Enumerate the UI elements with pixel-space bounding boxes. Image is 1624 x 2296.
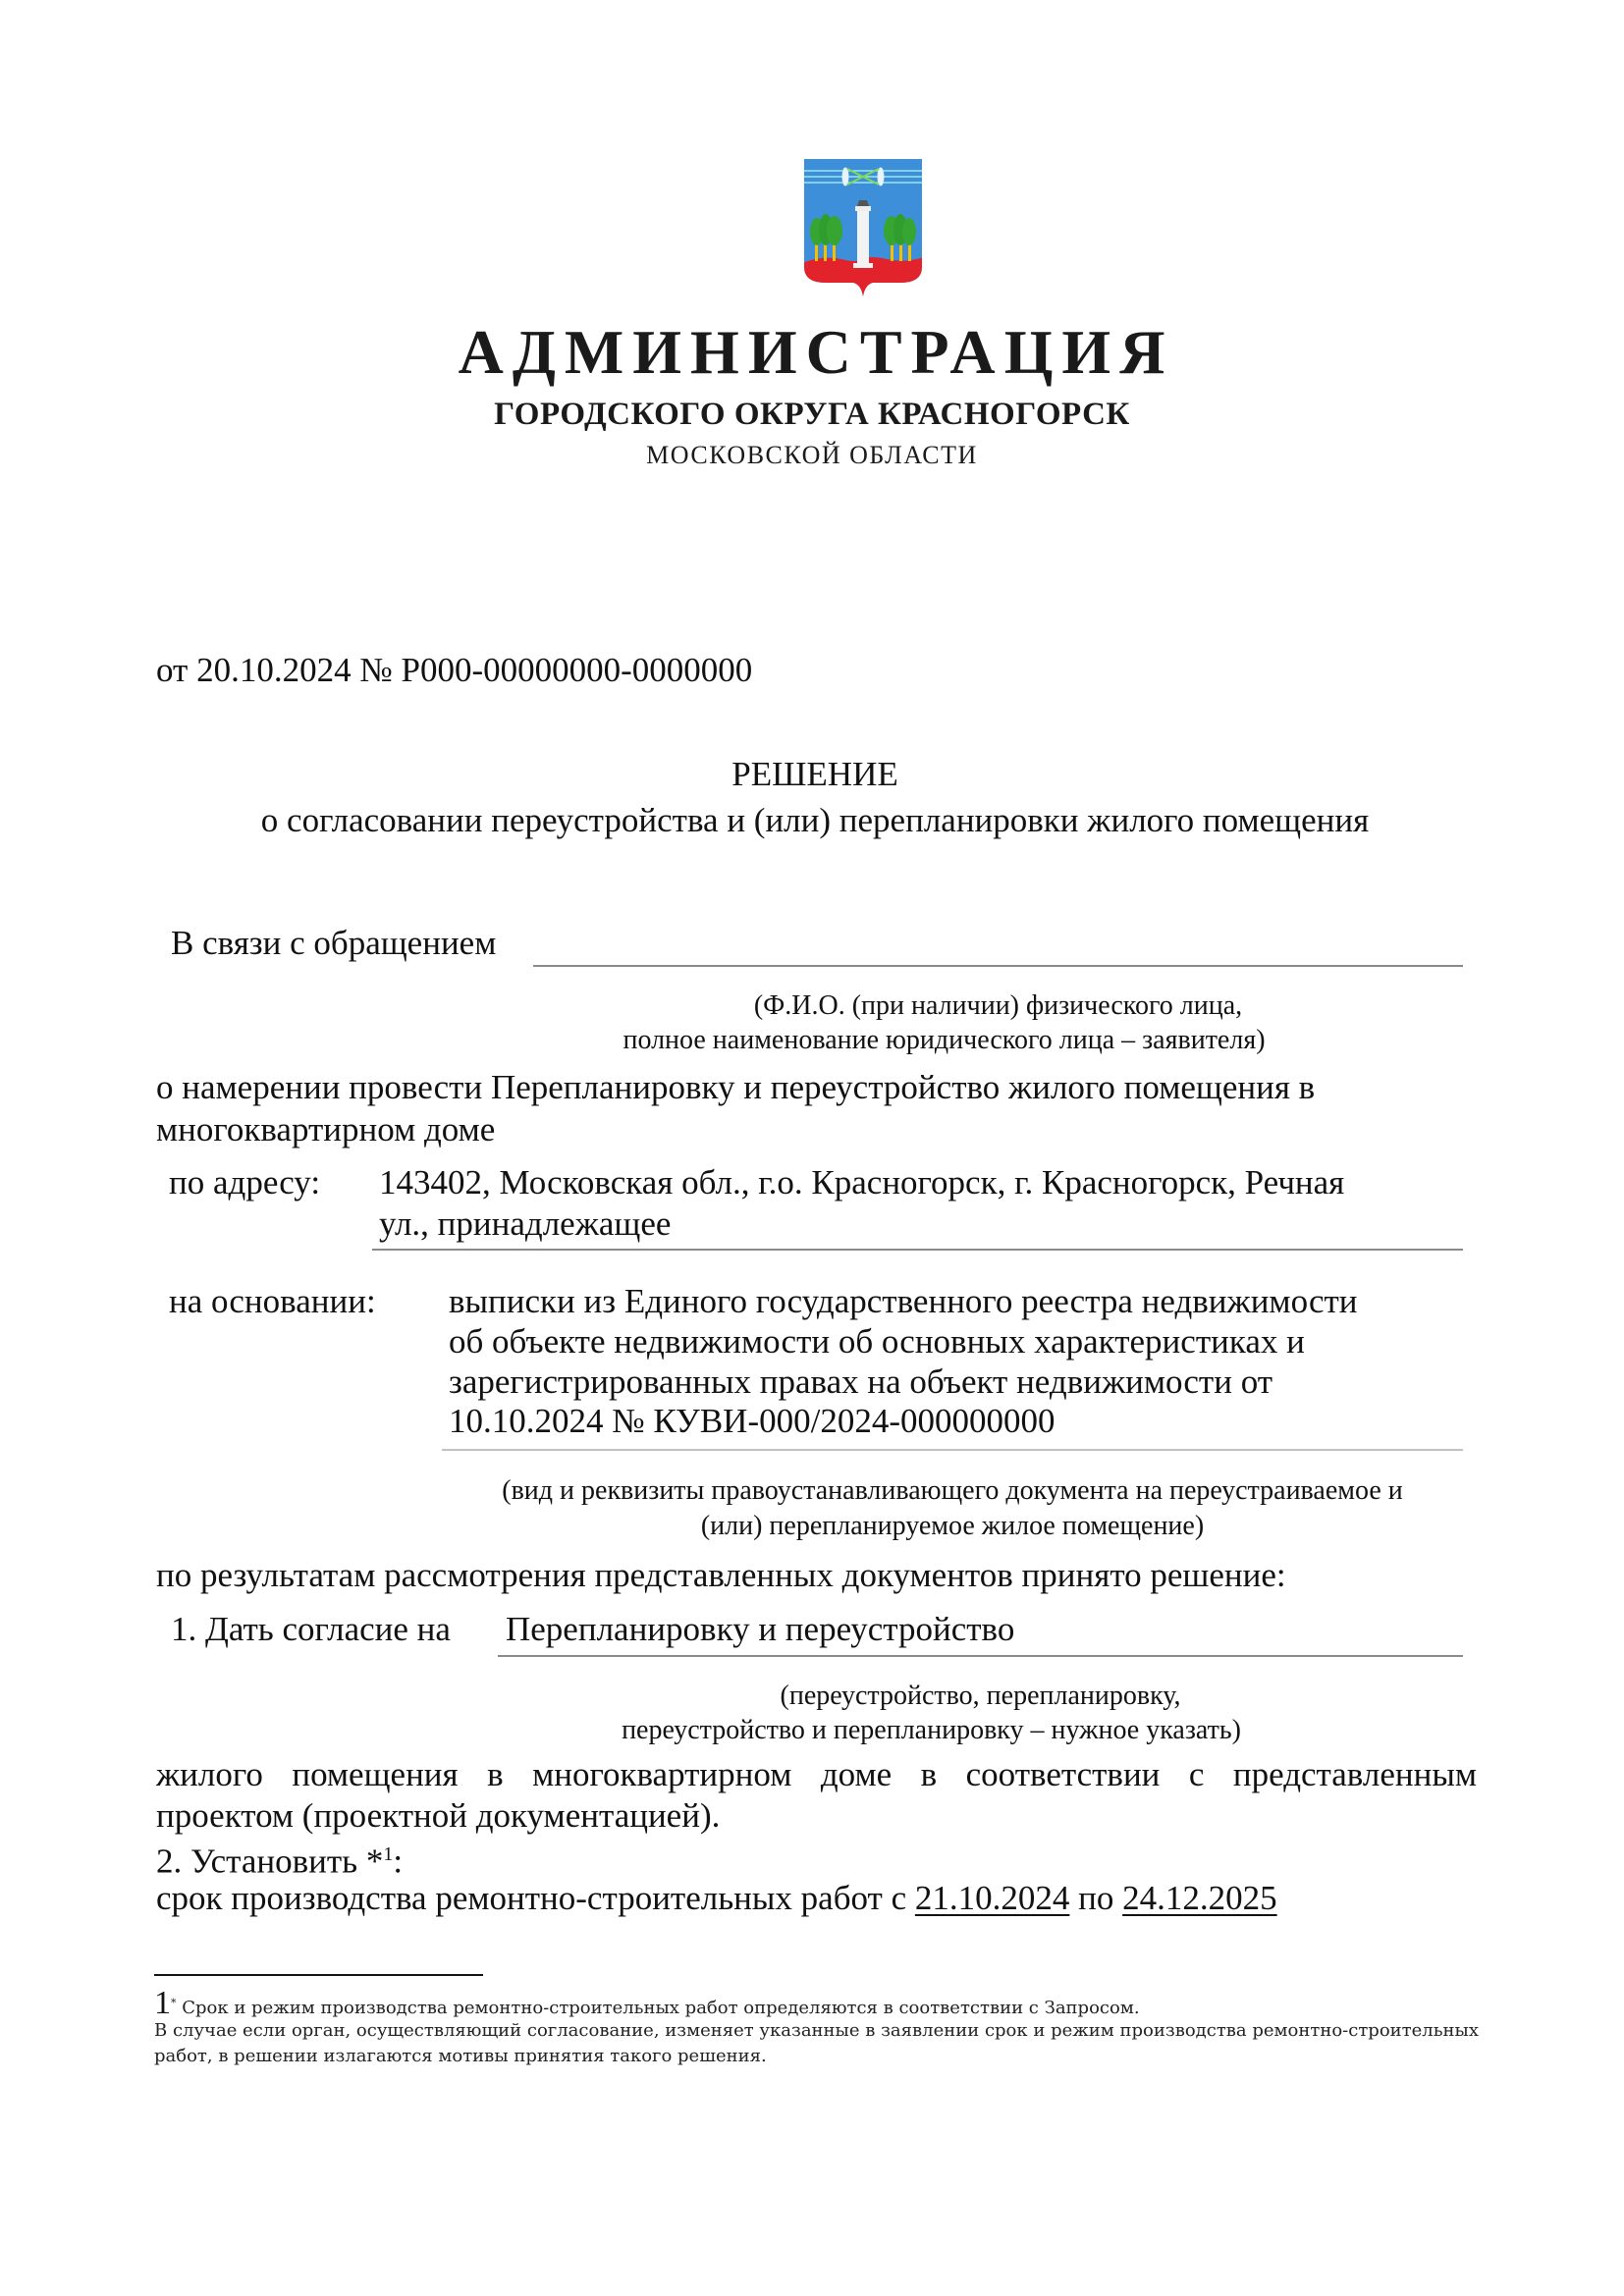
work-period-prefix: срок производства ремонтно-строительных работ с: [156, 1879, 907, 1917]
address-label: по адресу:: [169, 1163, 321, 1201]
org-region: МОСКОВСКОЙ ОБЛАСТИ: [646, 441, 978, 469]
consent-value: Перепланировку и переустройство: [506, 1610, 1015, 1648]
coat-of-arms-icon: [802, 157, 924, 299]
establish-heading: [156, 1834, 403, 1883]
org-title: АДМИНИСТРАЦИЯ: [458, 317, 1174, 387]
basis-line-3: зарегистрированных правах на объект недвижимости от: [449, 1362, 1273, 1401]
decision-subtitle: о согласовании переустройства и (или) перепланировки жилого помещения: [260, 801, 1370, 839]
work-period: [156, 1878, 1277, 1919]
basis-label: на основании:: [169, 1282, 376, 1320]
address-line-1: 143402, Московская обл., г.о. Красногорск, г. Красногорск, Речная: [379, 1163, 1345, 1201]
basis-caption-1: (вид и реквизиты правоустанавливающего документа на переустраиваемое и: [502, 1475, 1403, 1506]
date-from: 21.10.2024: [914, 1879, 1070, 1917]
establish-suffix: :: [393, 1842, 404, 1881]
consent-caption-2: переустройство и перепланировку – нужное указать): [622, 1715, 1241, 1745]
basis-line-2: об объекте недвижимости об основных характеристиках и: [449, 1322, 1305, 1361]
footnote-mark: *: [171, 1997, 177, 2009]
consent-text-line-1: жилого помещения в многоквартирном доме в соответствии с представленным: [156, 1755, 1477, 1793]
applicant-label: В связи с обращением: [171, 924, 497, 962]
applicant-underline: [533, 965, 1463, 967]
result-intro: по результатам рассмотрения представленных документов принято решение:: [156, 1556, 1286, 1594]
footnote-number: 1: [154, 1985, 171, 2021]
footnote-line-3: работ, в решении излагаются мотивы принятия такого решения.: [154, 2046, 767, 2066]
work-period-mid: по: [1078, 1879, 1114, 1917]
basis-underline: [442, 1449, 1463, 1451]
footnote-ref[interactable]: 1: [383, 1843, 394, 1865]
applicant-caption-2: полное наименование юридического лица – заявителя): [623, 1025, 1266, 1055]
date-to: 24.12.2025: [1122, 1879, 1277, 1917]
consent-text-line-2: проектом (проектной документацией).: [156, 1796, 721, 1835]
footnote-line-2: В случае если орган, осуществляющий согласование, изменяет указанные в заявлении срок и режим производства ремонтно-строительных: [154, 2020, 1479, 2041]
org-subtitle: ГОРОДСКОГО ОКРУГА КРАСНОГОРСК: [494, 397, 1130, 432]
footnote-text-1: Срок и режим производства ремонтно-строительных работ определяются в соответствии с Запросом.: [182, 1998, 1140, 2018]
basis-line-4: 10.10.2024 № КУВИ-000/2024-000000000: [449, 1402, 1056, 1440]
consent-label: 1. Дать согласие на: [171, 1610, 451, 1648]
establish-label: 2. Установить *: [156, 1842, 384, 1881]
address-underline: [372, 1249, 1463, 1251]
consent-underline: [498, 1655, 1463, 1657]
applicant-field: [537, 923, 1460, 964]
applicant-caption-1: (Ф.И.О. (при наличии) физического лица,: [753, 990, 1243, 1021]
address-line-2: ул., принадлежащее: [379, 1204, 672, 1243]
document-reference: от 20.10.2024 № Р000-00000000-0000000: [156, 651, 753, 689]
consent-caption-1: (переустройство, перепланировку,: [780, 1681, 1181, 1711]
decision-title: РЕШЕНИЕ: [731, 755, 898, 793]
basis-caption-2: (или) перепланируемое жилое помещение): [700, 1511, 1205, 1541]
basis-line-1: выписки из Единого государственного реестра недвижимости: [449, 1282, 1358, 1320]
footnote-separator: [154, 1974, 483, 1976]
intent-line-1: о намерении провести Перепланировку и переустройство жилого помещения в: [156, 1068, 1316, 1106]
intent-line-2: многоквартирном доме: [156, 1110, 496, 1148]
footnote-line-1: [154, 1985, 1140, 2022]
